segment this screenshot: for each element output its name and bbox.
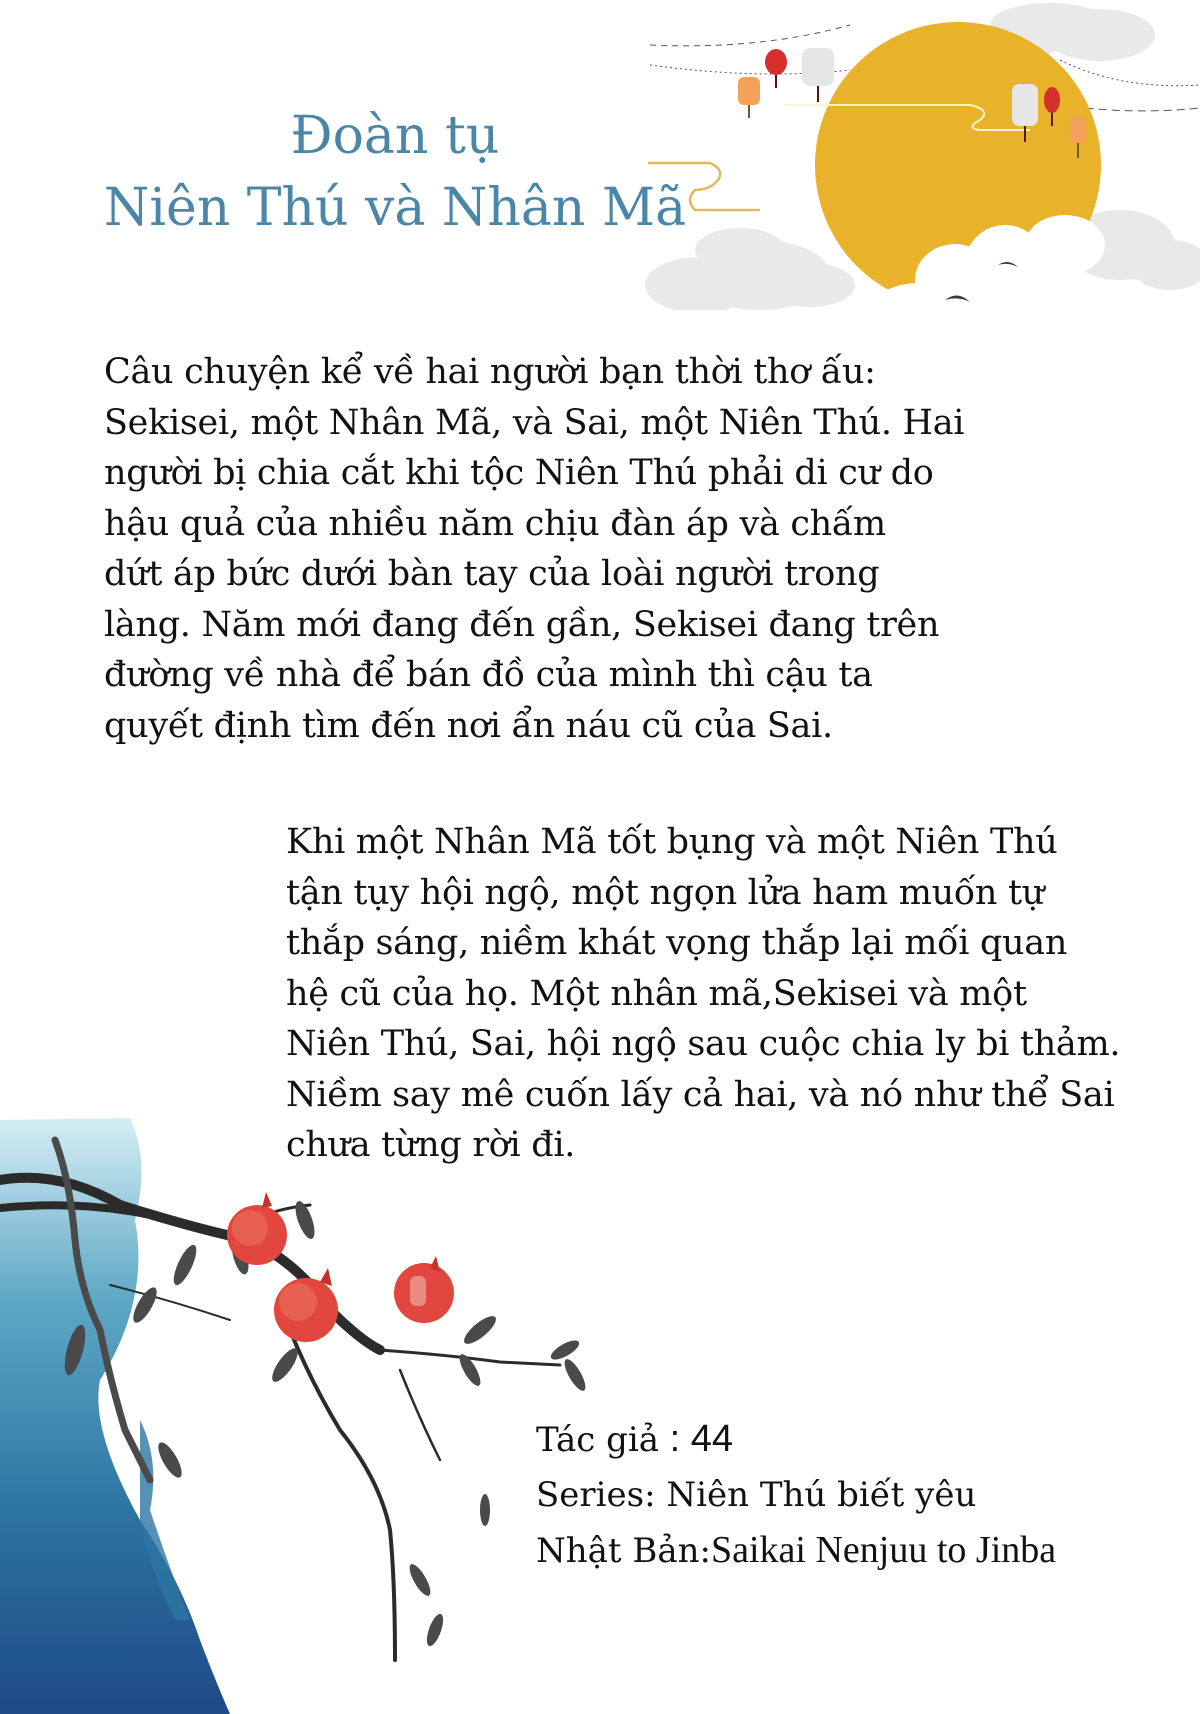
synopsis-line: đường về nhà để bán đồ của mình thì cậu ta — [104, 655, 873, 695]
synopsis-line: quyết định tìm đến nơi ẩn náu cũ của Sai. — [104, 705, 833, 746]
tagline-line: Niên Thú, Sai, hội ngộ sau cuộc chia ly bi thảm. — [286, 1024, 1121, 1064]
synopsis-line: hậu quả của nhiều năm chịu đàn áp và chấm — [104, 503, 886, 544]
original-title-label: Nhật Bản: — [536, 1531, 711, 1571]
synopsis-line: Sekisei, một Nhân Mã, và Sai, một Niên Thú. Hai — [104, 402, 965, 443]
pomegranate-branch-illustration — [0, 1100, 660, 1714]
tagline-line: Niềm say mê cuốn lấy cả hai, và nó như thể Sai — [286, 1074, 1115, 1115]
synopsis-line: dứt áp bức dưới bàn tay của loài người trong — [104, 554, 880, 594]
synopsis-line: người bị chia cắt khi tộc Niên Thú phải di cư do — [104, 453, 934, 493]
author-separator: : — [659, 1418, 691, 1460]
pomegranate-icon — [394, 1256, 454, 1323]
synopsis-paragraph — [104, 347, 964, 751]
tagline-line: Khi một Nhân Mã tốt bụng và một Niên Thú — [286, 822, 1058, 862]
author-row — [536, 1412, 1056, 1468]
series-label: Series: — [536, 1475, 667, 1515]
tagline-line: chưa từng rời đi. — [286, 1125, 576, 1165]
lantern-icon — [738, 77, 760, 118]
series-row — [536, 1468, 1056, 1523]
title-line-2: Niên Thú và Nhân Mã — [103, 178, 687, 238]
title-line-1: Đoàn tụ — [290, 106, 500, 166]
synopsis-line: làng. Năm mới đang đến gần, Sekisei đang trên — [104, 604, 940, 645]
page-title — [60, 100, 730, 244]
pomegranate-icon — [227, 1192, 287, 1265]
author-label: Tác giả — [536, 1420, 660, 1460]
author-value: 44 — [690, 1418, 734, 1460]
credits-block — [536, 1412, 1056, 1579]
synopsis-line: Câu chuyện kể về hai người bạn thời thơ ấu: — [104, 352, 876, 392]
lantern-icon — [765, 49, 787, 88]
tagline-line: tận tụy hội ngộ, một ngọn lửa ham muốn tự — [286, 872, 1045, 913]
lantern-icon — [802, 48, 834, 102]
pomegranate-icon — [274, 1268, 338, 1342]
original-title-row — [536, 1523, 1056, 1579]
series-value: Niên Thú biết yêu — [666, 1475, 977, 1515]
original-title-value: Saikai Nenjuu to Jinba — [711, 1529, 1057, 1571]
tagline-line: thắp sáng, niềm khát vọng thắp lại mối quan — [286, 923, 1068, 963]
tagline-line: hệ cũ của họ. Một nhân mã,Sekisei và một — [286, 973, 1027, 1014]
